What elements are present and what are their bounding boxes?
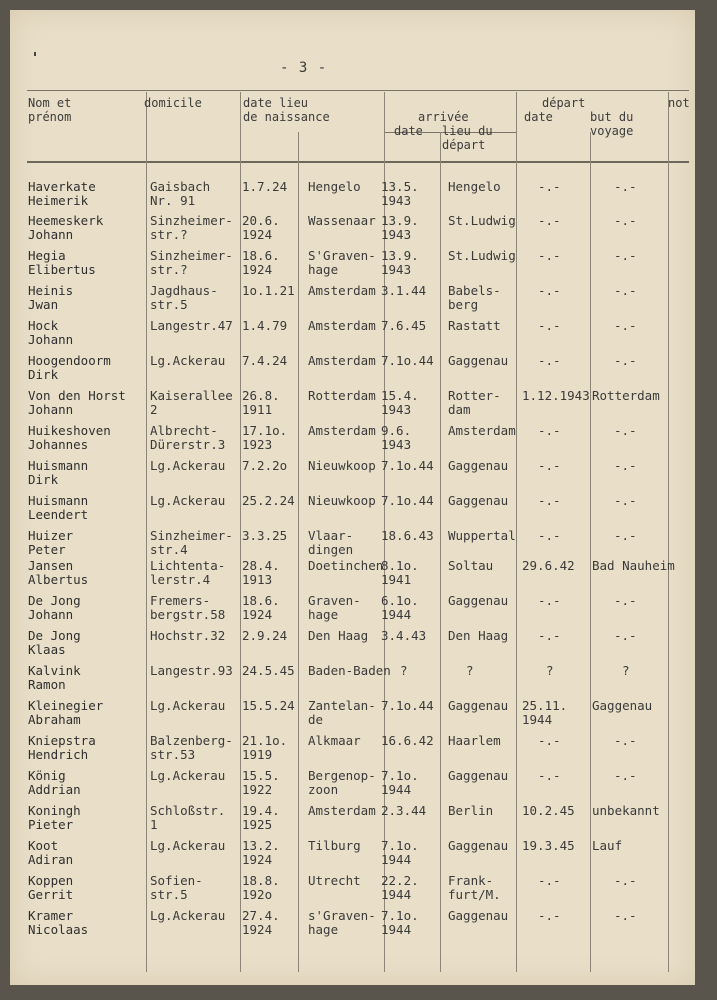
birth-place-cell: Amsterdam (308, 353, 376, 368)
departure-date-cell: -.- (538, 493, 561, 508)
header-top-rule (27, 90, 689, 91)
arrival-date-cell: 7.1o.44 (381, 353, 434, 368)
domicile-cell: Lichtenta- lerstr.4 (150, 558, 226, 587)
person-name: Hegia Elibertus (28, 248, 96, 277)
birth-date-cell: 17.1o. 1923 (242, 423, 288, 452)
arrival-date-cell: 13.9. 1943 (381, 213, 419, 242)
birth-date-cell: 20.6. 1924 (242, 213, 280, 242)
birth-date-cell: 27.4. 1924 (242, 908, 280, 937)
departure-date-cell: -.- (538, 283, 561, 298)
arrival-place-cell: Rastatt (448, 318, 501, 333)
birth-place-cell: Utrecht (308, 873, 361, 888)
arrival-place-cell: Frank- furt/M. (448, 873, 501, 902)
birth-place-cell: Tilburg (308, 838, 361, 853)
arrival-place-cell: Berlin (448, 803, 494, 818)
domicile-cell: Langestr.93 (150, 663, 233, 678)
departure-purpose-cell: -.- (614, 528, 637, 543)
domicile-cell: Lg.Ackerau (150, 838, 226, 853)
birth-date-cell: 28.4. 1913 (242, 558, 280, 587)
birth-place-cell: Amsterdam (308, 803, 376, 818)
birth-place-cell: Zantelan- de (308, 698, 376, 727)
domicile-cell: Gaisbach Nr. 91 (150, 179, 211, 208)
arrival-place-cell: Amsterdam (448, 423, 516, 438)
birth-place-cell: Amsterdam (308, 283, 376, 298)
page-number: - 3 - (280, 60, 328, 76)
birth-date-cell: 18.6. 1924 (242, 593, 280, 622)
person-name: De Jong Johann (28, 593, 81, 622)
departure-purpose-cell: Rotterdam (592, 388, 660, 403)
arrival-date-cell: 9.6. 1943 (381, 423, 412, 452)
person-name: Kramer Nicolaas (28, 908, 89, 937)
birth-place-cell: Rotterdam (308, 388, 376, 403)
person-name: Heinis Jwan (28, 283, 74, 312)
departure-date-cell: -.- (538, 248, 561, 263)
domicile-cell: Balzenberg- str.53 (150, 733, 233, 762)
departure-purpose-cell: -.- (614, 908, 637, 923)
column-rule-1 (146, 92, 147, 972)
arrival-date-cell: 13.9. 1943 (381, 248, 419, 277)
departure-purpose-cell: -.- (614, 213, 637, 228)
arrival-date-cell: 22.2. 1944 (381, 873, 419, 902)
departure-date-cell: -.- (538, 423, 561, 438)
header-note: not (668, 96, 690, 110)
column-rule-2 (240, 92, 241, 972)
arrival-place-cell: ? (466, 663, 474, 678)
arrival-date-cell: 2.3.44 (381, 803, 427, 818)
arrival-date-cell: 7.1o. 1944 (381, 908, 419, 937)
person-name: Jansen Albertus (28, 558, 89, 587)
birth-date-cell: 18.6. 1924 (242, 248, 280, 277)
arrival-place-cell: Den Haag (448, 628, 509, 643)
person-name: Von den Horst Johann (28, 388, 126, 417)
person-name: Huizer Peter (28, 528, 74, 557)
ink-dot (34, 52, 36, 56)
arrival-place-cell: Haarlem (448, 733, 501, 748)
birth-place-cell: Doetinchen (308, 558, 384, 573)
departure-purpose-cell: ? (622, 663, 630, 678)
column-rule-8 (668, 92, 669, 972)
arrival-place-cell: Gaggenau (448, 768, 509, 783)
header-birth: date lieu de naissance (243, 96, 330, 124)
birth-place-cell: Hengelo (308, 179, 361, 194)
birth-place-cell: Baden-Baden (308, 663, 391, 678)
header-departure-purpose: but du voyage (590, 110, 634, 138)
departure-date-cell: -.- (538, 318, 561, 333)
departure-date-cell: -.- (538, 458, 561, 473)
person-name: Koppen Gerrit (28, 873, 74, 902)
arrival-date-cell: 7.1o.44 (381, 458, 434, 473)
arrival-place-cell: Gaggenau (448, 593, 509, 608)
birth-date-cell: 7.2.2o (242, 458, 288, 473)
departure-purpose-cell: Bad Nauheim (592, 558, 675, 573)
domicile-cell: Lg.Ackerau (150, 458, 226, 473)
arrival-place-cell: Wuppertal (448, 528, 516, 543)
domicile-cell: Lg.Ackerau (150, 493, 226, 508)
arrival-date-cell: 7.6.45 (381, 318, 427, 333)
departure-date-cell: -.- (538, 628, 561, 643)
domicile-cell: Lg.Ackerau (150, 908, 226, 923)
birth-place-cell: Nieuwkoop (308, 493, 376, 508)
person-name: Koot Adiran (28, 838, 74, 867)
arrival-date-cell: 15.4. 1943 (381, 388, 419, 417)
birth-date-cell: 7.4.24 (242, 353, 288, 368)
arrival-place-cell: Gaggenau (448, 698, 509, 713)
birth-place-cell: Nieuwkoop (308, 458, 376, 473)
person-name: Kleinegier Abraham (28, 698, 104, 727)
arrival-place-cell: Gaggenau (448, 353, 509, 368)
person-name: Kniepstra Hendrich (28, 733, 96, 762)
domicile-cell: Sinzheimer- str.? (150, 213, 233, 242)
birth-date-cell: 2.9.24 (242, 628, 288, 643)
person-name: Hock Johann (28, 318, 74, 347)
domicile-cell: Sinzheimer- str.4 (150, 528, 233, 557)
departure-purpose-cell: -.- (614, 458, 637, 473)
domicile-cell: Kaiserallee 2 (150, 388, 233, 417)
departure-purpose-cell: -.- (614, 248, 637, 263)
departure-date-cell: 29.6.42 (522, 558, 575, 573)
person-name: Haverkate Heimerik (28, 179, 96, 208)
birth-date-cell: 1.7.24 (242, 179, 288, 194)
departure-purpose-cell: -.- (614, 318, 637, 333)
domicile-cell: Lg.Ackerau (150, 768, 226, 783)
departure-purpose-cell: unbekannt (592, 803, 660, 818)
departure-date-cell: -.- (538, 768, 561, 783)
departure-date-cell: 1.12.1943 (522, 388, 590, 403)
birth-place-cell: Vlaar- dingen (308, 528, 354, 557)
arrival-place-cell: Babels- berg (448, 283, 501, 312)
header-arrival-date: date (394, 124, 423, 138)
birth-date-cell: 3.3.25 (242, 528, 288, 543)
arrival-date-cell: 7.1o.44 (381, 493, 434, 508)
birth-date-cell: 1.4.79 (242, 318, 288, 333)
person-name: Huismann Dirk (28, 458, 89, 487)
departure-purpose-cell: -.- (614, 179, 637, 194)
domicile-cell: Sinzheimer- str.? (150, 248, 233, 277)
domicile-cell: Lg.Ackerau (150, 698, 226, 713)
departure-purpose-cell: Lauf (592, 838, 623, 853)
departure-date-cell: 19.3.45 (522, 838, 575, 853)
arrival-place-cell: Gaggenau (448, 493, 509, 508)
birth-place-cell: Amsterdam (308, 318, 376, 333)
person-name: Kalvink Ramon (28, 663, 81, 692)
departure-date-cell: -.- (538, 353, 561, 368)
departure-purpose-cell: -.- (614, 283, 637, 298)
column-rule-5 (440, 132, 441, 972)
birth-date-cell: 24.5.45 (242, 663, 295, 678)
person-name: Hoogendoorm Dirk (28, 353, 111, 382)
birth-date-cell: 26.8. 1911 (242, 388, 280, 417)
arrival-date-cell: 7.1o. 1944 (381, 838, 419, 867)
header-domicile: domicile (144, 96, 202, 110)
arrival-date-cell: 7.1o.44 (381, 698, 434, 713)
birth-date-cell: 1o.1.21 (242, 283, 295, 298)
birth-date-cell: 18.8. 192o (242, 873, 280, 902)
arrival-date-cell: 7.1o. 1944 (381, 768, 419, 797)
departure-date-cell: 25.11. 1944 (522, 698, 568, 727)
domicile-cell: Hochstr.32 (150, 628, 226, 643)
arrival-date-cell: 3.4.43 (381, 628, 427, 643)
birth-place-cell: Wassenaar (308, 213, 376, 228)
birth-place-cell: Den Haag (308, 628, 369, 643)
arrival-place-cell: Rotter- dam (448, 388, 501, 417)
domicile-cell: Langestr.47 (150, 318, 233, 333)
departure-date-cell: -.- (538, 908, 561, 923)
arrival-place-cell: Gaggenau (448, 458, 509, 473)
domicile-cell: Schloßstr. 1 (150, 803, 226, 832)
arrival-place-cell: St.Ludwig (448, 248, 516, 263)
birth-place-cell: Amsterdam (308, 423, 376, 438)
departure-purpose-cell: -.- (614, 733, 637, 748)
person-name: Huismann Leendert (28, 493, 89, 522)
departure-purpose-cell: Gaggenau (592, 698, 653, 713)
domicile-cell: Jagdhaus- str.5 (150, 283, 218, 312)
arrival-place-cell: Gaggenau (448, 908, 509, 923)
birth-date-cell: 19.4. 1925 (242, 803, 280, 832)
document-page (10, 10, 695, 985)
person-name: Koningh Pieter (28, 803, 81, 832)
birth-date-cell: 15.5.24 (242, 698, 295, 713)
departure-purpose-cell: -.- (614, 628, 637, 643)
column-rule-3 (298, 132, 299, 972)
header-departure-date: date (524, 110, 553, 124)
departure-date-cell: -.- (538, 733, 561, 748)
arrival-date-cell: 18.6.43 (381, 528, 434, 543)
arrival-date-cell: 6.1o. 1944 (381, 593, 419, 622)
departure-date-cell: ? (546, 663, 554, 678)
domicile-cell: Sofien- str.5 (150, 873, 203, 902)
arrival-date-cell: 3.1.44 (381, 283, 427, 298)
birth-place-cell: s'Graven- hage (308, 908, 376, 937)
arrival-date-cell: 16.6.42 (381, 733, 434, 748)
birth-place-cell: Bergenop- zoon (308, 768, 376, 797)
arrival-date-cell: ? (400, 663, 408, 678)
departure-purpose-cell: -.- (614, 493, 637, 508)
column-rule-7 (590, 132, 591, 972)
departure-purpose-cell: -.- (614, 873, 637, 888)
birth-date-cell: 21.1o. 1919 (242, 733, 288, 762)
person-name: De Jong Klaas (28, 628, 81, 657)
departure-date-cell: -.- (538, 873, 561, 888)
departure-purpose-cell: -.- (614, 593, 637, 608)
arrival-place-cell: St.Ludwig (448, 213, 516, 228)
departure-purpose-cell: -.- (614, 353, 637, 368)
person-name: Heemeskerk Johann (28, 213, 104, 242)
header-arrival-group: arrivée (418, 110, 469, 124)
departure-purpose-cell: -.- (614, 768, 637, 783)
departure-date-cell: 10.2.45 (522, 803, 575, 818)
arrival-place-cell: Soltau (448, 558, 494, 573)
birth-place-cell: Graven- hage (308, 593, 361, 622)
person-name: König Addrian (28, 768, 81, 797)
domicile-cell: Fremers- bergstr.58 (150, 593, 226, 622)
header-arrival-place: lieu du départ (442, 124, 493, 152)
arrival-date-cell: 13.5. 1943 (381, 179, 419, 208)
birth-place-cell: S'Graven- hage (308, 248, 376, 277)
header-name: Nom et prénom (28, 96, 72, 124)
departure-date-cell: -.- (538, 213, 561, 228)
departure-date-cell: -.- (538, 593, 561, 608)
header-departure-group: départ (542, 96, 586, 110)
birth-place-cell: Alkmaar (308, 733, 361, 748)
arrival-place-cell: Gaggenau (448, 838, 509, 853)
birth-date-cell: 25.2.24 (242, 493, 295, 508)
departure-date-cell: -.- (538, 179, 561, 194)
person-name: Huikeshoven Johannes (28, 423, 111, 452)
domicile-cell: Albrecht- Dürerstr.3 (150, 423, 226, 452)
birth-date-cell: 13.2. 1924 (242, 838, 280, 867)
departure-date-cell: -.- (538, 528, 561, 543)
domicile-cell: Lg.Ackerau (150, 353, 226, 368)
arrival-date-cell: 8.1o. 1941 (381, 558, 419, 587)
arrival-place-cell: Hengelo (448, 179, 501, 194)
column-rule-6 (516, 92, 517, 972)
birth-date-cell: 15.5. 1922 (242, 768, 280, 797)
departure-purpose-cell: -.- (614, 423, 637, 438)
